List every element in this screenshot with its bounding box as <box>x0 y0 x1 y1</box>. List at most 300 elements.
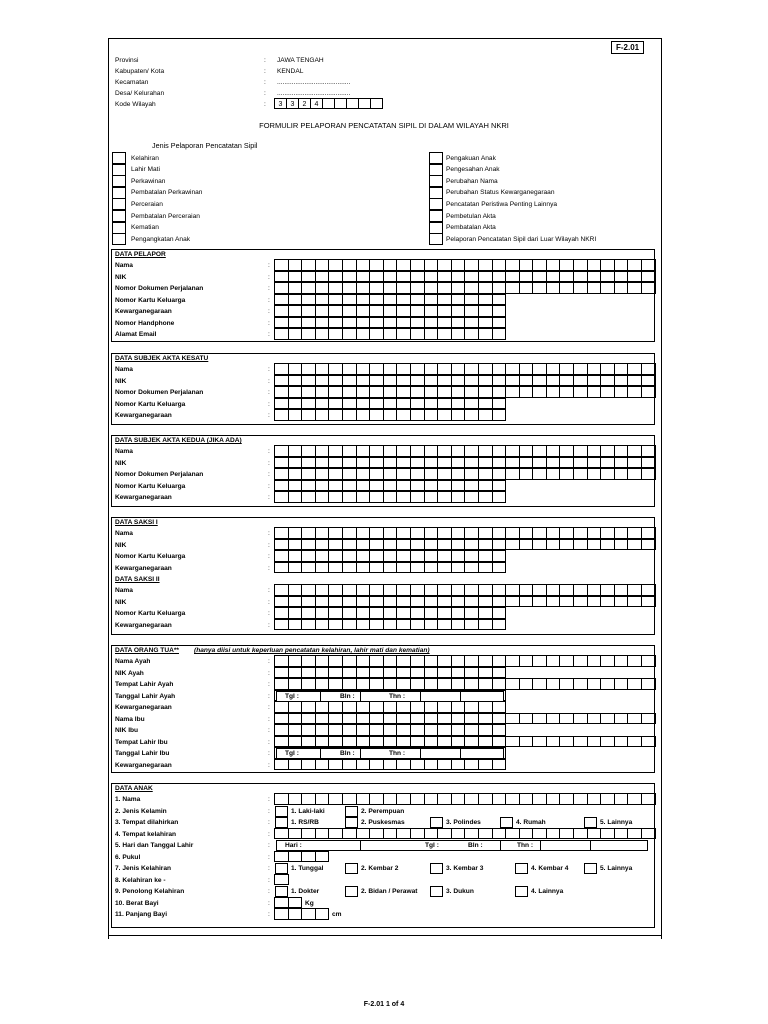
input-cell[interactable] <box>274 386 289 398</box>
input-cell[interactable] <box>451 294 466 306</box>
input-cell[interactable] <box>505 271 520 283</box>
input-cell[interactable] <box>424 305 439 317</box>
input-cell[interactable] <box>451 619 466 631</box>
input-cell[interactable] <box>600 736 615 748</box>
jenis-checkbox[interactable] <box>429 233 443 245</box>
input-cell[interactable] <box>437 271 452 283</box>
input-cell[interactable] <box>464 550 479 562</box>
input-cell[interactable] <box>342 491 357 503</box>
input-cell[interactable] <box>274 678 289 690</box>
input-cell[interactable] <box>274 305 289 317</box>
input-cell[interactable] <box>627 282 642 294</box>
input-cell[interactable] <box>410 271 425 283</box>
input-cell[interactable] <box>464 375 479 387</box>
input-cell[interactable] <box>369 386 384 398</box>
input-cell[interactable] <box>342 409 357 421</box>
input-cell[interactable] <box>410 667 425 679</box>
input-cell[interactable] <box>328 294 343 306</box>
input-cell[interactable] <box>641 457 656 469</box>
input-cell[interactable] <box>396 793 411 805</box>
input-cell[interactable] <box>641 713 656 725</box>
input-cell[interactable] <box>641 584 656 596</box>
input-cell[interactable] <box>492 468 507 480</box>
input-cell[interactable] <box>641 282 656 294</box>
input-cell[interactable] <box>464 793 479 805</box>
input-cell[interactable] <box>587 828 602 840</box>
input-cell[interactable] <box>315 550 330 562</box>
input-cell[interactable] <box>478 724 493 736</box>
input-cell[interactable] <box>369 619 384 631</box>
input-cell[interactable] <box>369 294 384 306</box>
input-cell[interactable] <box>288 398 303 410</box>
input-cell[interactable] <box>301 607 316 619</box>
input-cell[interactable] <box>383 667 398 679</box>
input-cell[interactable] <box>546 445 561 457</box>
input-cell[interactable] <box>356 305 371 317</box>
penolong-checkbox[interactable] <box>430 886 443 897</box>
input-cell[interactable] <box>505 584 520 596</box>
input-cell[interactable] <box>600 259 615 271</box>
field-input-boxes[interactable] <box>275 714 656 725</box>
input-cell[interactable] <box>315 713 330 725</box>
input-cell[interactable] <box>410 259 425 271</box>
input-cell[interactable] <box>288 736 303 748</box>
input-cell[interactable] <box>492 678 507 690</box>
input-cell[interactable] <box>383 701 398 713</box>
input-cell[interactable] <box>492 527 507 539</box>
input-cell[interactable] <box>274 736 289 748</box>
input-cell[interactable] <box>587 457 602 469</box>
input-cell[interactable] <box>301 584 316 596</box>
input-cell[interactable] <box>451 793 466 805</box>
input-cell[interactable] <box>356 667 371 679</box>
input-cell[interactable] <box>464 655 479 667</box>
input-cell[interactable] <box>369 759 384 771</box>
input-cell[interactable] <box>532 596 547 608</box>
input-cell[interactable] <box>437 607 452 619</box>
input-cell[interactable] <box>301 398 316 410</box>
input-cell[interactable] <box>478 701 493 713</box>
input-cell[interactable] <box>451 678 466 690</box>
input-cell[interactable] <box>315 294 330 306</box>
input-cell[interactable] <box>369 584 384 596</box>
input-cell[interactable] <box>301 317 316 329</box>
input-cell[interactable] <box>396 759 411 771</box>
input-cell[interactable] <box>437 480 452 492</box>
input-cell[interactable] <box>383 305 398 317</box>
input-cell[interactable] <box>451 445 466 457</box>
input-cell[interactable] <box>532 584 547 596</box>
input-cell[interactable] <box>274 480 289 492</box>
field-input-boxes[interactable] <box>275 737 656 748</box>
input-cell[interactable] <box>383 282 398 294</box>
field-input-boxes[interactable] <box>275 585 656 596</box>
input-cell[interactable] <box>424 667 439 679</box>
kelamin-checkbox[interactable] <box>275 806 288 817</box>
input-cell[interactable] <box>437 793 452 805</box>
field-input-boxes[interactable] <box>275 410 506 421</box>
input-cell[interactable] <box>301 701 316 713</box>
input-cell[interactable] <box>410 386 425 398</box>
input-cell[interactable] <box>301 527 316 539</box>
input-cell[interactable] <box>519 271 534 283</box>
input-cell[interactable] <box>288 596 303 608</box>
input-cell[interactable] <box>492 562 507 574</box>
input-cell[interactable] <box>424 584 439 596</box>
kelamin-checkbox[interactable] <box>345 806 358 817</box>
input-cell[interactable] <box>356 271 371 283</box>
input-cell[interactable] <box>437 724 452 736</box>
input-cell[interactable] <box>464 305 479 317</box>
input-cell[interactable] <box>451 828 466 840</box>
input-cell[interactable] <box>614 375 629 387</box>
input-cell[interactable] <box>342 305 357 317</box>
input-cell[interactable] <box>342 562 357 574</box>
input-cell[interactable] <box>383 619 398 631</box>
input-cell[interactable] <box>301 491 316 503</box>
input-cell[interactable] <box>274 713 289 725</box>
input-cell[interactable] <box>546 655 561 667</box>
input-cell[interactable] <box>451 480 466 492</box>
input-cell[interactable] <box>587 713 602 725</box>
input-cell[interactable] <box>424 793 439 805</box>
input-cell[interactable] <box>492 363 507 375</box>
input-cell[interactable] <box>342 607 357 619</box>
input-cell[interactable] <box>600 282 615 294</box>
input-cell[interactable] <box>288 328 303 340</box>
input-cell[interactable] <box>301 619 316 631</box>
input-cell[interactable] <box>315 409 330 421</box>
tempat-kelahiran-boxes[interactable] <box>275 829 656 840</box>
input-cell[interactable] <box>369 678 384 690</box>
input-cell[interactable] <box>383 294 398 306</box>
input-cell[interactable] <box>559 828 574 840</box>
input-cell[interactable] <box>478 363 493 375</box>
input-cell[interactable] <box>587 386 602 398</box>
input-cell[interactable] <box>600 445 615 457</box>
jenis-kelahiran-checkbox[interactable] <box>430 863 443 874</box>
input-cell[interactable] <box>478 607 493 619</box>
input-cell[interactable] <box>437 317 452 329</box>
input-cell[interactable] <box>505 386 520 398</box>
input-cell[interactable] <box>369 596 384 608</box>
input-cell[interactable] <box>301 386 316 398</box>
input-cell[interactable] <box>328 480 343 492</box>
input-cell[interactable] <box>274 759 289 771</box>
input-cell[interactable] <box>342 271 357 283</box>
input-cell[interactable] <box>546 271 561 283</box>
input-cell[interactable] <box>437 584 452 596</box>
input-cell[interactable] <box>288 294 303 306</box>
input-cell[interactable] <box>600 828 615 840</box>
input-cell[interactable] <box>315 678 330 690</box>
input-cell[interactable] <box>587 445 602 457</box>
input-cell[interactable] <box>573 375 588 387</box>
input-cell[interactable] <box>342 736 357 748</box>
input-cell[interactable] <box>464 619 479 631</box>
input-cell[interactable] <box>315 328 330 340</box>
input-cell[interactable] <box>410 317 425 329</box>
input-cell[interactable] <box>410 305 425 317</box>
input-cell[interactable] <box>573 271 588 283</box>
input-cell[interactable] <box>559 527 574 539</box>
input-cell[interactable] <box>478 759 493 771</box>
input-cell[interactable] <box>315 491 330 503</box>
field-input-boxes[interactable] <box>275 469 656 480</box>
input-cell[interactable] <box>478 527 493 539</box>
input-cell[interactable] <box>356 655 371 667</box>
input-cell[interactable] <box>559 713 574 725</box>
input-cell[interactable] <box>505 655 520 667</box>
jenis-checkbox[interactable] <box>429 198 443 210</box>
input-cell[interactable] <box>464 562 479 574</box>
input-cell[interactable] <box>478 409 493 421</box>
jenis-kelahiran-checkbox[interactable] <box>515 863 528 874</box>
input-cell[interactable] <box>587 793 602 805</box>
input-cell[interactable] <box>424 328 439 340</box>
input-cell[interactable] <box>274 457 289 469</box>
input-cell[interactable] <box>559 363 574 375</box>
input-cell[interactable] <box>492 828 507 840</box>
input-cell[interactable] <box>410 328 425 340</box>
input-cell[interactable] <box>369 457 384 469</box>
input-cell[interactable] <box>546 282 561 294</box>
input-cell[interactable] <box>328 398 343 410</box>
input-cell[interactable] <box>492 409 507 421</box>
input-cell[interactable] <box>532 457 547 469</box>
input-cell[interactable] <box>424 468 439 480</box>
input-cell[interactable] <box>369 562 384 574</box>
input-cell[interactable] <box>532 386 547 398</box>
kode-digit[interactable]: 2 <box>298 98 311 109</box>
input-cell[interactable] <box>437 619 452 631</box>
input-cell[interactable] <box>519 468 534 480</box>
input-cell[interactable] <box>559 282 574 294</box>
input-cell[interactable] <box>492 445 507 457</box>
jenis-checkbox[interactable] <box>112 152 126 164</box>
input-cell[interactable] <box>424 398 439 410</box>
jenis-checkbox[interactable] <box>429 175 443 187</box>
input-cell[interactable] <box>505 282 520 294</box>
input-cell[interactable] <box>600 363 615 375</box>
input-cell[interactable] <box>464 701 479 713</box>
input-cell[interactable] <box>356 759 371 771</box>
input-cell[interactable] <box>478 445 493 457</box>
input-cell[interactable] <box>328 282 343 294</box>
input-cell[interactable] <box>410 375 425 387</box>
input-cell[interactable] <box>546 539 561 551</box>
input-cell[interactable] <box>383 793 398 805</box>
input-cell[interactable] <box>356 457 371 469</box>
jenis-kelahiran-checkbox[interactable] <box>275 863 288 874</box>
kode-wilayah-boxes[interactable] <box>275 98 383 109</box>
input-cell[interactable] <box>451 271 466 283</box>
input-cell[interactable] <box>315 607 330 619</box>
input-cell[interactable] <box>369 328 384 340</box>
input-cell[interactable] <box>478 678 493 690</box>
input-cell[interactable] <box>369 527 384 539</box>
input-cell[interactable] <box>600 678 615 690</box>
input-cell[interactable] <box>641 527 656 539</box>
input-cell[interactable] <box>464 282 479 294</box>
input-cell[interactable] <box>328 828 343 840</box>
input-cell[interactable] <box>315 282 330 294</box>
input-cell[interactable] <box>587 363 602 375</box>
input-cell[interactable] <box>559 271 574 283</box>
input-cell[interactable] <box>614 713 629 725</box>
input-cell[interactable] <box>451 305 466 317</box>
input-cell[interactable] <box>614 584 629 596</box>
input-cell[interactable] <box>383 678 398 690</box>
field-input-boxes[interactable] <box>275 528 656 539</box>
input-cell[interactable] <box>410 457 425 469</box>
input-cell[interactable] <box>288 655 303 667</box>
input-cell[interactable] <box>492 271 507 283</box>
input-cell[interactable] <box>342 713 357 725</box>
input-cell[interactable] <box>288 491 303 503</box>
input-cell[interactable] <box>383 457 398 469</box>
input-cell[interactable] <box>356 398 371 410</box>
input-cell[interactable] <box>641 655 656 667</box>
input-cell[interactable] <box>437 596 452 608</box>
input-cell[interactable] <box>614 468 629 480</box>
input-cell[interactable] <box>519 259 534 271</box>
input-cell[interactable] <box>451 607 466 619</box>
input-cell[interactable] <box>424 386 439 398</box>
input-cell[interactable] <box>627 375 642 387</box>
input-cell[interactable] <box>342 584 357 596</box>
input-cell[interactable] <box>410 596 425 608</box>
input-cell[interactable] <box>274 874 289 886</box>
input-cell[interactable] <box>383 562 398 574</box>
input-cell[interactable] <box>614 271 629 283</box>
field-input-boxes[interactable] <box>275 446 656 457</box>
input-cell[interactable] <box>587 375 602 387</box>
field-input-boxes[interactable] <box>275 760 506 771</box>
input-cell[interactable] <box>356 793 371 805</box>
input-cell[interactable] <box>519 539 534 551</box>
input-cell[interactable] <box>627 386 642 398</box>
input-cell[interactable] <box>478 713 493 725</box>
input-cell[interactable] <box>478 480 493 492</box>
penolong-checkbox[interactable] <box>275 886 288 897</box>
input-cell[interactable] <box>396 527 411 539</box>
input-cell[interactable] <box>627 539 642 551</box>
input-cell[interactable] <box>396 678 411 690</box>
tempat-checkbox[interactable] <box>345 817 358 828</box>
field-input-boxes[interactable] <box>275 329 506 340</box>
input-cell[interactable] <box>301 305 316 317</box>
input-cell[interactable] <box>614 539 629 551</box>
input-cell[interactable] <box>505 793 520 805</box>
input-cell[interactable] <box>451 386 466 398</box>
jenis-checkbox[interactable] <box>112 164 126 176</box>
penolong-checkbox[interactable] <box>515 886 528 897</box>
input-cell[interactable] <box>383 550 398 562</box>
input-cell[interactable] <box>288 386 303 398</box>
anak-nama-boxes[interactable] <box>275 794 656 805</box>
input-cell[interactable] <box>478 619 493 631</box>
input-cell[interactable] <box>410 713 425 725</box>
input-cell[interactable] <box>532 713 547 725</box>
input-cell[interactable] <box>614 793 629 805</box>
jenis-checkbox[interactable] <box>112 210 126 222</box>
input-cell[interactable] <box>396 550 411 562</box>
input-cell[interactable] <box>328 655 343 667</box>
input-cell[interactable] <box>274 375 289 387</box>
input-cell[interactable] <box>573 282 588 294</box>
input-cell[interactable] <box>505 363 520 375</box>
input-cell[interactable] <box>315 655 330 667</box>
input-cell[interactable] <box>383 736 398 748</box>
input-cell[interactable] <box>492 607 507 619</box>
input-cell[interactable] <box>492 375 507 387</box>
input-cell[interactable] <box>600 713 615 725</box>
input-cell[interactable] <box>356 736 371 748</box>
input-cell[interactable] <box>383 759 398 771</box>
input-cell[interactable] <box>573 386 588 398</box>
input-cell[interactable] <box>396 457 411 469</box>
desa-value[interactable]: ........................................ <box>277 90 351 97</box>
input-cell[interactable] <box>492 596 507 608</box>
input-cell[interactable] <box>505 445 520 457</box>
input-cell[interactable] <box>492 584 507 596</box>
input-cell[interactable] <box>342 468 357 480</box>
input-cell[interactable] <box>410 619 425 631</box>
input-cell[interactable] <box>369 398 384 410</box>
input-cell[interactable] <box>396 655 411 667</box>
input-cell[interactable] <box>274 793 289 805</box>
input-cell[interactable] <box>342 480 357 492</box>
kelahiran-ke-box[interactable] <box>275 875 289 886</box>
input-cell[interactable] <box>492 398 507 410</box>
input-cell[interactable] <box>587 468 602 480</box>
input-cell[interactable] <box>424 317 439 329</box>
input-cell[interactable] <box>614 363 629 375</box>
input-cell[interactable] <box>546 363 561 375</box>
input-cell[interactable] <box>614 736 629 748</box>
input-cell[interactable] <box>573 468 588 480</box>
input-cell[interactable] <box>478 468 493 480</box>
input-cell[interactable] <box>437 678 452 690</box>
input-cell[interactable] <box>356 539 371 551</box>
input-cell[interactable] <box>519 457 534 469</box>
field-input-boxes[interactable] <box>275 283 656 294</box>
input-cell[interactable] <box>546 596 561 608</box>
input-cell[interactable] <box>301 282 316 294</box>
input-cell[interactable] <box>328 596 343 608</box>
input-cell[interactable] <box>492 294 507 306</box>
input-cell[interactable] <box>478 375 493 387</box>
field-input-boxes[interactable] <box>275 295 506 306</box>
input-cell[interactable] <box>641 386 656 398</box>
input-cell[interactable] <box>573 259 588 271</box>
input-cell[interactable] <box>627 271 642 283</box>
field-input-boxes[interactable] <box>275 318 506 329</box>
input-cell[interactable] <box>328 317 343 329</box>
input-cell[interactable] <box>301 667 316 679</box>
input-cell[interactable] <box>301 736 316 748</box>
input-cell[interactable] <box>451 317 466 329</box>
input-cell[interactable] <box>641 445 656 457</box>
jenis-kelahiran-checkbox[interactable] <box>584 863 597 874</box>
input-cell[interactable] <box>492 550 507 562</box>
input-cell[interactable] <box>627 736 642 748</box>
input-cell[interactable] <box>396 271 411 283</box>
input-cell[interactable] <box>396 398 411 410</box>
input-cell[interactable] <box>424 701 439 713</box>
field-input-boxes[interactable] <box>275 481 506 492</box>
